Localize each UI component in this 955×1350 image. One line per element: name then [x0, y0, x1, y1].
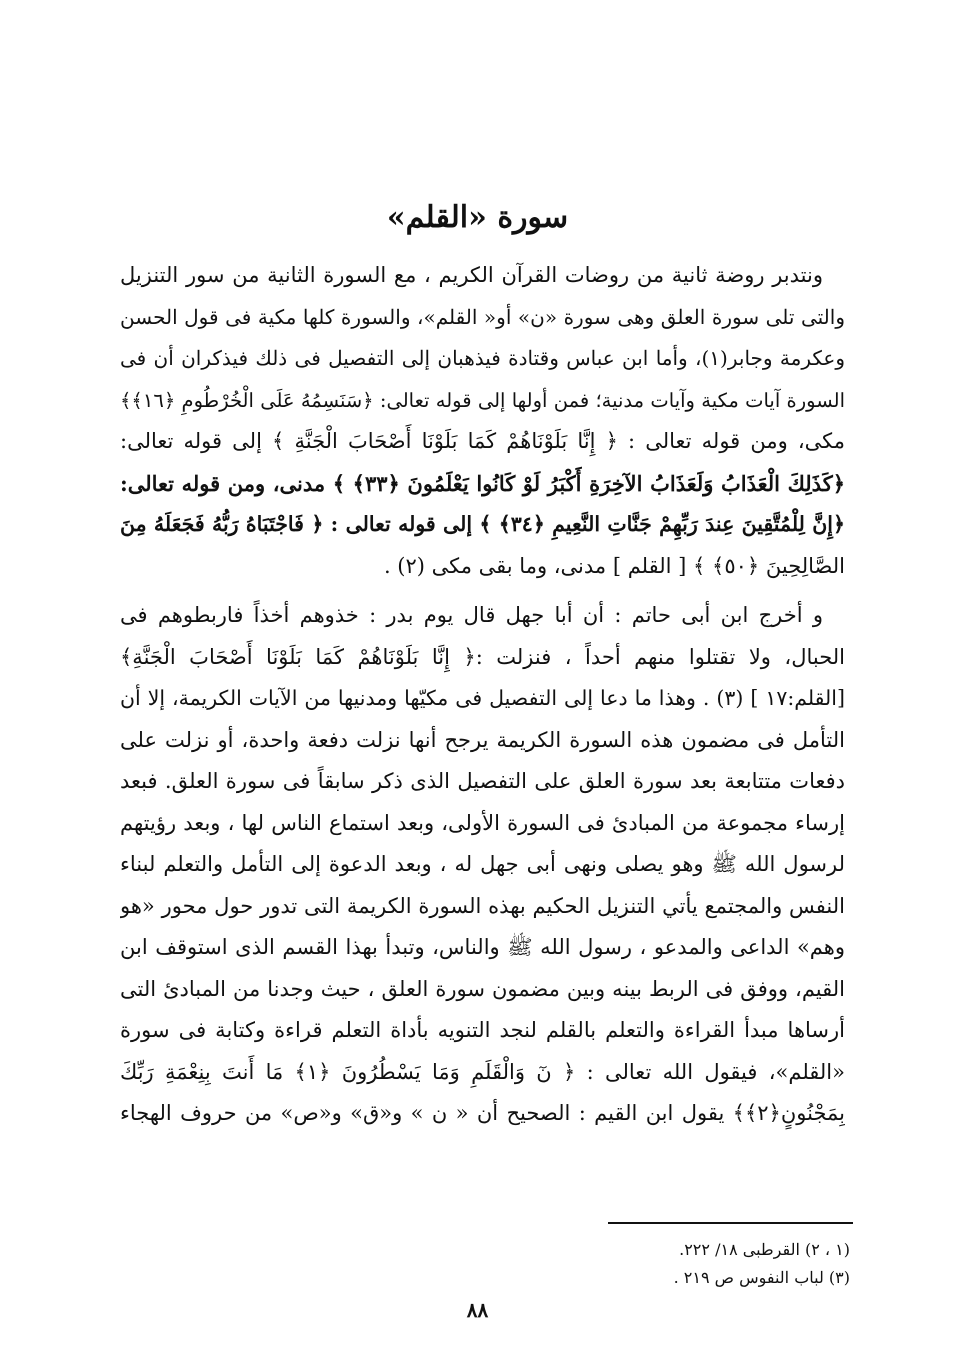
text-line: السورة آيات مكية وآيات مدنية؛ فمن أولها إلى قوله تعالى: ﴿سَنَسِمُهُ عَلَى الْخُرْطُومِ ﴿١٦﴾﴾ [120, 388, 845, 412]
text-line: ونتدبر روضة ثانية من روضات القرآن الكريم ، مع السورة الثانية من سور التنزيل [120, 263, 823, 287]
paragraph-spacer [120, 587, 845, 595]
text-line: مكى، ومن قوله تعالى : ﴿ إِنَّا بَلَوْنَاهُمْ كَمَا بَلَوْنَا أَصْحَابَ الْجَنَّةِ ﴾ إلى قوله تعالى: [120, 429, 845, 453]
footnote-divider [608, 1222, 853, 1224]
text-line: ﴿إِنَّ لِلْمُتَّقِينَ عِندَ رَبِّهِمْ جَنَّاتِ النَّعِيمِ ﴿٣٤﴾ ﴾ إلى قوله تعالى : ﴿ فَاجْتَبَاهُ رَبُّهُ فَجَعَلَهُ مِنَ [120, 512, 845, 536]
footnotes [400, 1236, 850, 1292]
text-line: والتى تلى سورة العلق وهى سورة «ن» أو« القلم»، والسورة كلها مكية فى قول الحسن [120, 304, 845, 329]
page-number: ٨٨ [466, 1298, 489, 1322]
text-line: النفس والمجتمع يأتي التنزيل الحكيم بهذه السورة الكريمة التى تدور حول محور «هو [120, 893, 845, 918]
text-line: ﴿كَذَلِكَ الْعَذَابُ وَلَعَذَابُ الآخِرَةِ أَكْبَرُ لَوْ كَانُوا يَعْلَمُونَ ﴿٣٣﴾ ﴾ مدنى، ومن قوله تعالى: [120, 470, 845, 496]
text-line: «القلم»، فيقول الله تعالى : ﴿ نٓ وَالْقَلَمِ وَمَا يَسْطُرُونَ ﴿١﴾ مَا أَنتَ بِنِعْمَةِ رَبِّكَ [120, 1059, 845, 1084]
text-line: أرساها مبدأ القراءة والتعلم بالقلم لنجد التنويه بأداة التعلم قراءة وكتابة فى سورة [120, 1018, 845, 1042]
text-line: الحبال، ولا تقتلوا منهم أحداً ، فنزلت :﴿ إِنَّا بَلَوْنَاهُمْ كَمَا بَلَوْنَا أَصْحَابَ الْجَنَّةِ﴾ [120, 644, 845, 669]
text-line: لرسول الله ﷺ وهو يصلى ونهى أبى جهل له ، وبعد الدعوة إلى التأمل والتعلم لبناء [120, 852, 845, 876]
text-line: بِمَجْنُونٍ﴿٢﴾﴾ يقول ابن القيم : الصحيح أن « ن » و«ق» و«ص» من حروف الهجاء [120, 1101, 845, 1125]
footnote: (٣) لباب النفوس ص ٢١٩ . [673, 1268, 850, 1287]
body-text [120, 255, 845, 1135]
page-title: سورة «القلم» [386, 200, 569, 235]
footnote: (١ ، ٢) القرطبى ١٨/ ٢٢٢. [679, 1240, 850, 1259]
text-line: وعكرمة وجابر(١)، وأما ابن عباس وقتادة فيذهبان إلى التفصيل فى ذلك فيذكران أن فى [120, 346, 845, 370]
text-line: دفعات متتابعة بعد سورة العلق على التفصيل الذى ذكر سابقاً فى سورة العلق. فبعد [120, 769, 845, 793]
text-line: القيم، ووفق فى الربط بينه وبين مضمون سورة العلق ، حيث وجدنا من المبادئ التى [120, 976, 845, 1001]
text-line: الصَّالِحِينَ ﴿٥٠﴾ ﴾ [ القلم ] مدنى، وما بقى مكى (٢) . [383, 553, 845, 578]
text-line: [القلم:١٧ ] (٣) . وهذا ما دعا إلى التفصيل فى مكيّها ومدنيها من الآيات الكريمة، إلا أن [120, 686, 845, 710]
text-line: و أخرج ابن أبى حاتم : أن أبا جهل قال يوم بدر : خذوهم أخذاً فاربطوهم فى [120, 603, 823, 627]
text-line: وهم» الداعى والمدعو ، رسول الله ﷺ والناس، وتبدأ بهذا القسم الذى استوقف ابن [120, 935, 845, 959]
text-line: إرساء مجموعة من المبادئ فى السورة الأولى، وبعد استماع الناس لها ، وبعد رؤيتهم [120, 810, 845, 835]
text-line: التأمل فى مضمون هذه السورة الكريمة يرجح أنها نزلت دفعة واحدة، أو نزلت على [120, 727, 845, 752]
